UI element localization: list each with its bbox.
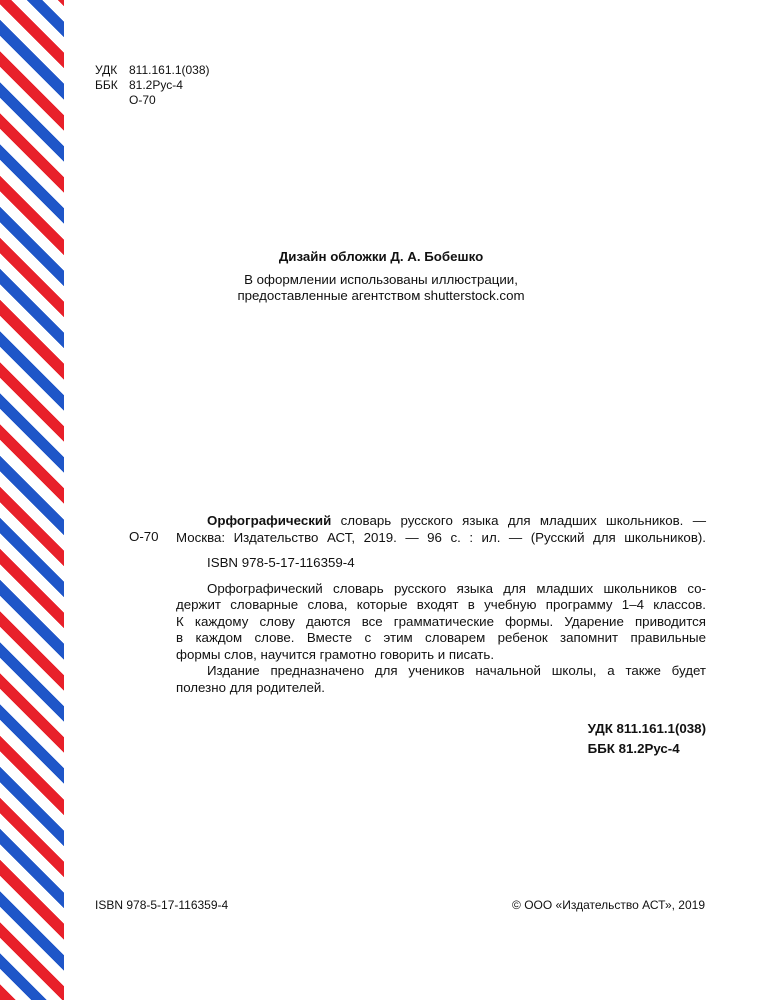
- airmail-stripe-border: [0, 0, 64, 1000]
- catalog-isbn: ISBN 978-5-17-116359-4: [207, 555, 355, 570]
- author-mark: О-70: [129, 93, 156, 107]
- classification-top: [95, 63, 210, 108]
- bbk-value: 81.2Рус-4: [129, 78, 183, 92]
- illustrations-line-2: предоставленные агентством shutterstock.com: [237, 288, 525, 303]
- annotation-line: формы слов, научится грамотно говорить и писать.: [176, 646, 495, 662]
- footer-copyright: © ООО «Издательство АСТ», 2019: [512, 898, 705, 912]
- bibliographic-description: [176, 513, 706, 546]
- udk-bottom: УДК 811.161.1(038): [587, 721, 706, 736]
- footer-isbn: ISBN 978-5-17-116359-4: [95, 898, 229, 912]
- annotation-line: Издание предназначено для учеников начальной школы, а также будет: [207, 663, 706, 678]
- title-rest: словарь русского языка для младших школьников. —: [331, 513, 706, 528]
- title-bold: Орфографический: [207, 513, 332, 528]
- catalog-card: [176, 513, 706, 696]
- illustrations-credit: [0, 272, 762, 304]
- annotation-line: Орфографический словарь русского языка для младших школьников со-: [207, 580, 706, 596]
- catalog-cipher: О-70: [129, 529, 159, 544]
- bbk-key: ББК: [95, 78, 118, 92]
- udk-key: УДК: [95, 63, 118, 77]
- cover-design-credit: Дизайн обложки Д. А. Бобешко: [278, 249, 484, 264]
- annotation-line: полезно для родителей.: [176, 679, 325, 695]
- illustrations-line-1: В оформлении использованы иллюстрации,: [244, 272, 518, 287]
- annotation: [176, 581, 706, 697]
- spacer: [95, 93, 129, 108]
- annotation-line: в каждом слове. Вместе с этим словарем ребенок запомнит правильные: [176, 630, 706, 645]
- bbk-bottom: ББК 81.2Рус-4: [587, 741, 680, 756]
- annotation-line: держит словарные слова, которые входят в учебную программу 1–4 классов.: [176, 597, 706, 612]
- classification-bottom: [588, 719, 706, 759]
- imprint-line: Москва: Издательство АСТ, 2019. — 96 с. : ил. — (Русский для школьников).: [176, 529, 706, 545]
- title-line: [176, 513, 706, 530]
- annotation-line: К каждому слову даются все грамматические формы. Ударение приводится: [176, 613, 706, 629]
- udk-value: 811.161.1(038): [129, 63, 210, 77]
